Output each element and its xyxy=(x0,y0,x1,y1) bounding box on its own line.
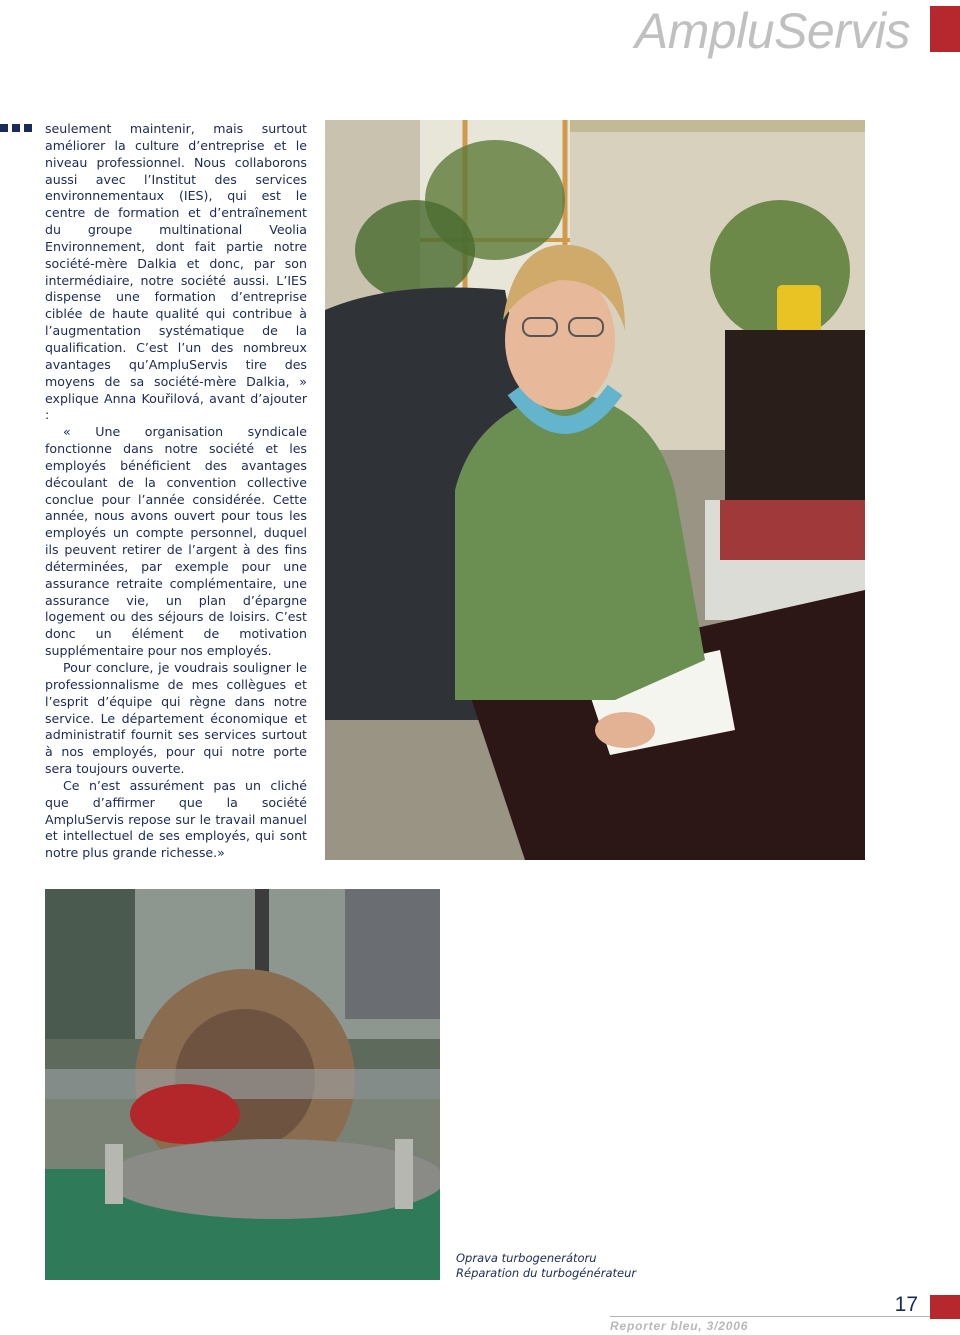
turbine-photo xyxy=(45,889,440,1280)
portrait-photo xyxy=(325,120,865,860)
article-paragraph: « Une organisation syndicale fonctionne dans notre société et les employés bénéficient des avantages découlant de la convention collective conclue pour l’année considérée. Cette année, nous avons ouvert pour tous les employés un compte personnel, duquel ils peuvent retirer de l’argent à des fins déterminées, par exemple pour une assurance retraite complémentaire, une assurance vie, un plan d’épargne logement ou des séjours de loisirs. C’est donc un élément de motivation supplémentaire pour nos employés. xyxy=(45,424,307,659)
page-accent-block xyxy=(930,1295,960,1319)
caption-czech: Oprava turbogenerátoru xyxy=(456,1251,597,1265)
caption-french: Réparation du turbogénérateur xyxy=(456,1266,637,1280)
footer-publication: Reporter bleu, 3/2006 xyxy=(610,1319,749,1333)
page-number: 17 xyxy=(894,1293,918,1316)
photo-caption xyxy=(456,1251,636,1281)
article-paragraph: seulement maintenir, mais surtout améliorer la culture d’entreprise et le niveau professionnel. Nous collaborons aussi avec l’Institut des services environnementaux (IES), qui est le centre de formation et d’entraînement du groupe multinational Veolia Environnement, dont fait partie notre société-mère Dalkia et donc, par son intermédiaire, notre société aussi. L’IES dispense une formation d’entreprise ciblée de haute qualité qui contribue à l’augmentation systématique de la qualification. C’est l’un des nombreux avantages qu’AmpluServis tire des moyens de sa société-mère Dalkia, » explique Anna Kouřilová, avant d’ajouter : xyxy=(45,121,307,423)
square-bullets-icon xyxy=(0,124,32,134)
header-accent-block xyxy=(930,6,960,52)
header-title: AmpluServis xyxy=(634,3,910,59)
footer-rule xyxy=(610,1316,930,1317)
article-column xyxy=(45,121,307,862)
article-paragraph: Ce n’est assurément pas un cliché que d’affirmer que la société AmpluServis repose sur le travail manuel et intellectuel de ses employés, qui sont notre plus grande richesse.» xyxy=(45,777,307,861)
article-paragraph: Pour conclure, je voudrais souligner le professionnalisme de mes collègues et l’esprit d’équipe qui règne dans notre service. Le département économique et administratif fournit ses services surtout à nos employés, pour qui notre porte sera toujours ouverte. xyxy=(45,660,307,777)
